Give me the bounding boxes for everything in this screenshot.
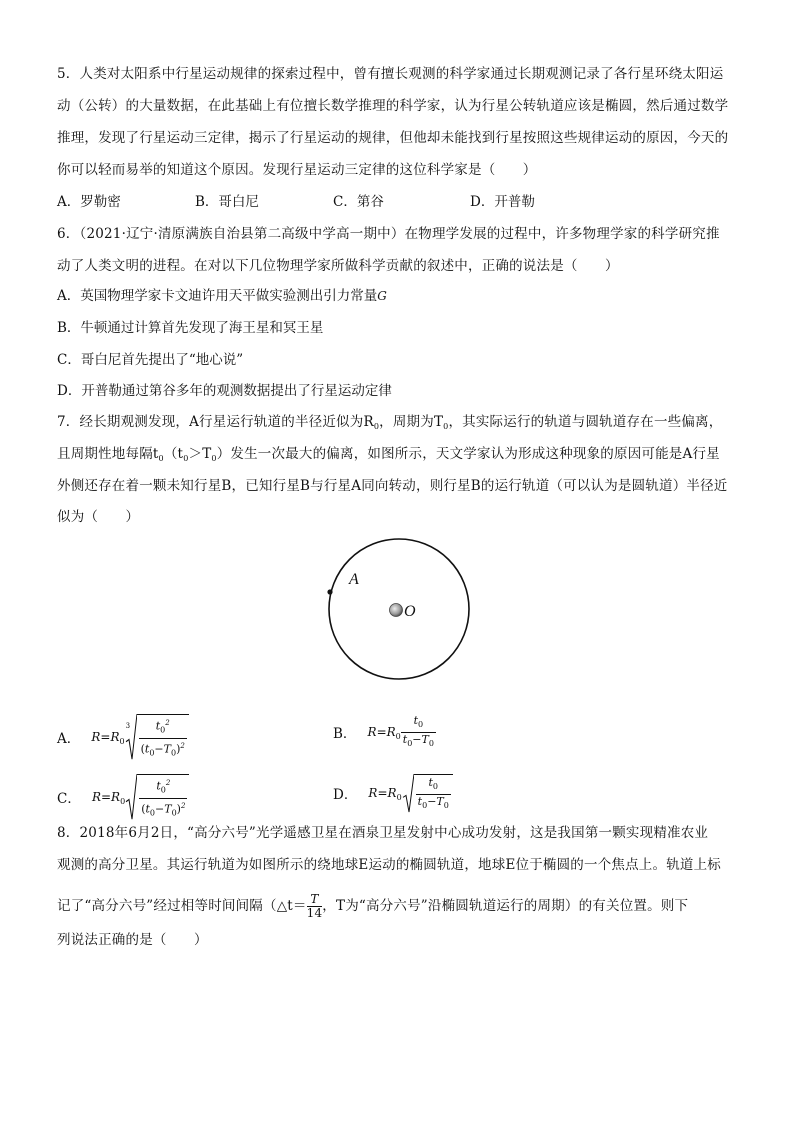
q6-option-b: B．牛顿通过计算首先发现了海王星和冥王星	[57, 320, 324, 336]
central-star	[390, 604, 403, 617]
q7-small-t0: $t_0$	[152, 446, 164, 463]
q5-option-d: D．开普勒	[470, 194, 535, 210]
q8-line-1: 8．2018年6月2日，“高分六号”光学遥感卫星在酒泉卫星发射中心成功发射，这是我国第一颗实现精准农业	[57, 825, 709, 841]
q7-option-c-label: C．	[57, 790, 81, 807]
q8-fraction: $\frac{T}{14}$	[306, 892, 323, 920]
label-o: O	[404, 603, 416, 620]
q7-option-d	[333, 768, 453, 810]
q5-line-3: 推理，发现了行星运动三定律，揭示了行星运动的规律，但他却未能找到行星按照这些规律运动的原因，今天的	[57, 130, 729, 146]
planet-a-dot	[327, 589, 332, 594]
q5-line-2: 动（公转）的大量数据，在此基础上有位擅长数学推理的科学家，认为行星公转轨道应该是椭圆，然后通过数学	[57, 98, 729, 114]
q8-line-4: 列说法正确的是（ ）	[57, 932, 208, 948]
q7-line-1c: ，其实际运行的轨道与圆轨道存在一些偏离，	[448, 414, 723, 430]
q7-line-4: 似为（ ）	[57, 509, 140, 525]
q7-option-b-formula: R=R0 t0 t0−T0	[367, 714, 434, 748]
q6-option-d: D．开普勒通过第谷多年的观测数据提出了行星运动定律	[57, 383, 392, 399]
q7-option-a-formula: R=R0 3 t02 (t0−T0)2	[91, 730, 188, 744]
q7-option-d-label: D．	[333, 787, 358, 803]
q7-option-b	[333, 708, 436, 748]
q7-line-1a: 7．经长期观测发现，A行星运行轨道的半径近似为	[57, 414, 364, 430]
radical-sign	[402, 774, 414, 813]
q7-r0: $R_0$	[363, 414, 380, 431]
radical-sign	[125, 774, 137, 820]
q7-option-a	[57, 708, 189, 758]
q8-line-2: 观测的高分卫星。其运行轨道为如图所示的绕地球E运动的椭圆轨道，地球E位于椭圆的一个焦点上。轨道上标	[57, 857, 722, 873]
q5-line-1: 5．人类对太阳系中行星运动规律的探索过程中，曾有擅长观测的科学家通过长期观测记录了各行星环绕太阳运	[57, 66, 724, 82]
q7-condition: $(t_0>T_0)$	[163, 446, 231, 463]
q7-line-3: 外侧还存在着一颗未知行星B，已知行星B与行星A同向转动，则行星B的运行轨道（可以认为是圆轨道）半径近	[57, 478, 728, 494]
q5-line-4: 你可以轻而易举的知道这个原因。发现行星运动三定律的这位科学家是（ ）	[57, 162, 537, 178]
q7-option-c-formula: R=R0 t02 (t0−T0)2	[92, 790, 189, 804]
q8-line-3	[57, 893, 688, 920]
q6-line-1: 6．（2021·辽宁·清原满族自治县第二高级中学高一期中）在物理学发展的过程中，许多物理学家的科学研究推	[57, 226, 720, 242]
q7-option-d-formula: R=R0 t0 t0−T0	[368, 786, 452, 800]
q5-option-b: B．哥白尼	[195, 194, 259, 210]
label-a: A	[349, 571, 359, 588]
q8-line-3a: 记了“高分六号”经过相等时间间隔（△t＝	[57, 898, 307, 914]
q6-option-a	[57, 286, 387, 306]
cube-root: 3 $\frac{t_0^2}{(t_0-T_0)^2}$	[125, 714, 189, 760]
q7-t0: $T_0$	[433, 414, 449, 431]
q6-option-c: C．哥白尼首先提出了“地心说”	[57, 352, 244, 368]
q5-option-c: C．第谷	[333, 194, 384, 210]
q6-option-a-g: G	[377, 289, 387, 303]
radical-sign	[125, 714, 137, 760]
q7-line-1	[57, 412, 722, 437]
orbit-diagram	[320, 534, 480, 684]
q7-line-2	[57, 444, 720, 469]
q7-option-c	[57, 768, 189, 818]
q7-line-2a: 且周期性地每隔	[57, 446, 153, 462]
square-root: $\frac{t_0}{t_0-T_0}$	[402, 774, 453, 813]
square-root: $\frac{t_0^2}{(t_0-T_0)^2}$	[125, 774, 189, 820]
q8-line-3b: ，T为“高分六号”沿椭圆轨道运行的周期）的有关位置。则下	[322, 898, 689, 914]
q6-option-a-text: A．英国物理学家卡文迪许用天平做实验测出引力常量	[57, 288, 378, 304]
q7-line-1b: ，周期为	[379, 414, 434, 430]
q7-option-b-label: B．	[333, 726, 357, 742]
q7-option-a-label: A．	[57, 730, 81, 747]
q7-line-2b: 发生一次最大的偏离，如图所示，天文学家认为形成这种现象的原因可能是A行星	[230, 446, 720, 462]
q6-line-2: 动了人类文明的进程。在对以下几位物理学家所做科学贡献的叙述中，正确的说法是（ ）	[57, 258, 619, 274]
q5-option-a: A．罗勒密	[57, 194, 121, 210]
